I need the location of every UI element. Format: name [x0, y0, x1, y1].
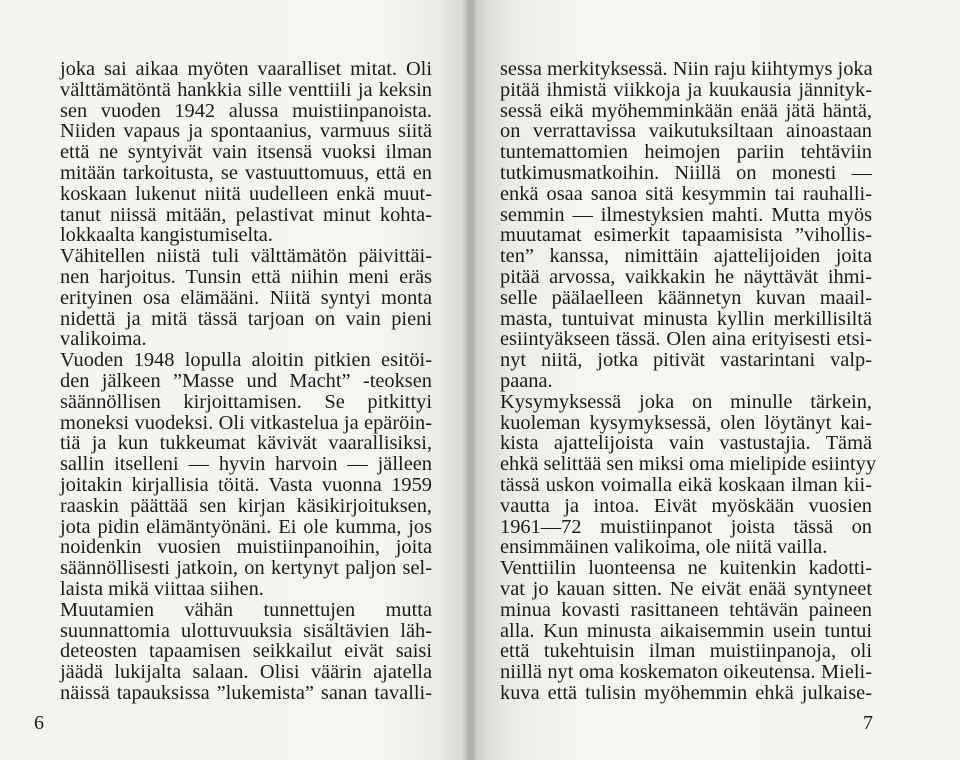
text-line: Vähitellen niistä tuli välttämätön päivittäi-: [60, 245, 432, 268]
text-line: alla. Kun minusta aikaisemmin usein tuntui: [500, 619, 872, 642]
text-line: Kysymyksessä joka on minulle tärkein,: [500, 390, 872, 413]
text-line: nidettä ja mitä tässä tarjoan on vain pieni: [60, 307, 432, 330]
text-line: Muutamien vähän tunnettujen mutta: [60, 598, 432, 621]
text-line: esiintyäkseen tässä. Olen aina erityisesti etsi-: [500, 328, 872, 351]
text-line: muutamat esimerkit tapaamisista ”vihollis-: [500, 224, 872, 247]
text-line: sallin itselleni — hyvin harvoin — jälleen: [60, 453, 432, 476]
text-line: sen vuoden 1942 alussa muistiinpanoista.: [60, 99, 432, 122]
text-line: tutkimusmatkoihin. Niillä on monesti —: [500, 161, 872, 184]
right-page-text: [500, 58, 877, 704]
text-line: säännöllisesti jatkoin, on kertynyt paljon sel-: [60, 557, 432, 580]
text-line: Venttiilin luonteensa ne kuitenkin kadotti-: [500, 557, 872, 580]
text-line: Niiden vapaus ja spontaanius, varmuus siitä: [60, 120, 432, 143]
left-page-number: 6: [34, 712, 44, 734]
text-line: suunnattomia ulottuvuuksia sisältävien läh-: [60, 619, 432, 642]
text-line: jota pidin elämäntyönäni. Ei ole kumma, jos: [60, 515, 432, 538]
text-line: säännöllisen kirjoittamisen. Se pitkittyi: [60, 390, 432, 413]
text-line: välttämätöntä hankkia sille venttiili ja keksin: [60, 78, 432, 101]
text-line: deteosten tapaamisen seikkailut eivät saisi: [60, 640, 432, 663]
text-line: joitakin kirjallisia töitä. Vasta vuonna 1959: [60, 473, 432, 496]
text-line: masta, tuntuivat minusta kyllin merkillisiltä: [500, 307, 872, 330]
text-line: kuoleman kysymyksessä, olen löytänyt kai-: [500, 411, 872, 434]
text-line: den jälkeen ”Masse und Macht” -teoksen: [60, 369, 432, 392]
left-page-text: [60, 59, 432, 704]
text-line: valikoima.: [60, 328, 147, 351]
text-line: niillä nyt oma koskematon oikeutensa. Mieli-: [500, 661, 872, 684]
text-line: tässä uskon voimalla eikä koskaan ilman kii-: [500, 473, 872, 496]
text-line: lokkaalta kangistumiselta.: [60, 224, 273, 247]
text-line: joka sai aikaa myöten vaaralliset mitat. Oli: [60, 58, 432, 80]
text-line: nen harjoitus. Tunsin että niihin meni eräs: [60, 265, 432, 288]
text-line: noidenkin vuosien muistiinpanoihin, joita: [60, 536, 432, 559]
text-line: vat jo kauan sitten. Ne eivät enää syntyneet: [500, 577, 872, 600]
right-page-number: 7: [863, 712, 873, 734]
right-page: [472, 0, 960, 760]
text-line: on verrattavissa vaikutuksiltaan ainoastaan: [500, 120, 872, 143]
text-line: pitää arvossa, vaikkakin he näyttävät ihmi-: [500, 265, 872, 288]
book-gutter: [462, 0, 476, 760]
text-line: selle päälaelleen käännetyn kuvan maail-: [500, 286, 872, 309]
text-line: tuntemattomien heimojen pariin tehtäviin: [500, 141, 872, 164]
text-line: laista mikä viittaa siihen.: [60, 577, 264, 600]
text-line: minua kovasti rasittaneen tehtävän paineen: [500, 598, 872, 621]
text-line: tiä ja kun tukkeumat kävivät vaarallisiksi,: [60, 432, 432, 455]
text-line: paana.: [500, 369, 553, 392]
text-line: moneksi vuodeksi. Oli vitkastelua ja epäröin-: [60, 411, 432, 434]
text-line: semmin — ilmestyksien mahti. Mutta myös: [500, 203, 872, 226]
text-line: pitää ihmistä viikkoja ja kuukausia jännityk-: [500, 78, 872, 101]
text-line: koskaan lukenut niitä uudelleen enkä muut-: [60, 182, 432, 205]
text-line: 1961—72 muistiinpanot joista tässä on: [500, 515, 872, 538]
text-line: jäädä lukijalta salaan. Olisi väärin ajatella: [60, 661, 432, 684]
text-line: enkä osaa sanoa sitä kesymmin tai rauhalli-: [500, 182, 872, 205]
text-line: tanut niissä mitään, pelastivat minut kohta-: [60, 203, 432, 226]
text-line: ten” kanssa, nimittäin ajattelijoiden joita: [500, 245, 872, 268]
text-line: Vuoden 1948 lopulla aloitin pitkien esitöi-: [60, 349, 432, 372]
text-line: erityinen osa elämääni. Niitä syntyi monta: [60, 286, 432, 309]
text-line: ensimmäinen valikoima, ole niitä vailla.: [500, 536, 828, 559]
text-line: sessä eikä myöhemminkään enää jätä häntä,: [500, 99, 872, 122]
text-line: ehkä selittää sen miksi oma mielipide esiintyy: [500, 453, 877, 476]
text-line: että tukehtuisin ilman muistiinpanoja, oli: [500, 640, 872, 663]
text-line: vautta ja intoa. Eivät myöskään vuosien: [500, 494, 872, 517]
left-page: [0, 0, 472, 760]
text-line: raaskin päättää sen kirjan käsikirjoituksen,: [60, 494, 432, 517]
text-line: näissä tapauksissa ”lukemista” sanan tavalli-: [60, 681, 432, 704]
text-line: kuva että tulisin myöhemmin ehkä julkaise-: [500, 681, 872, 704]
text-line: nyt niitä, jotka pitivät vastarintani valp-: [500, 349, 872, 372]
text-line: sessa merkityksessä. Niin raju kiihtymys joka: [500, 58, 873, 80]
text-line: että ne syntyivät vain itsensä vuoksi ilman: [60, 141, 432, 164]
text-line: kista ajattelijoista vain vastustajia. Tämä: [500, 432, 872, 455]
text-line: mitään tarkoitusta, se vastuuttomuus, että en: [60, 161, 432, 184]
